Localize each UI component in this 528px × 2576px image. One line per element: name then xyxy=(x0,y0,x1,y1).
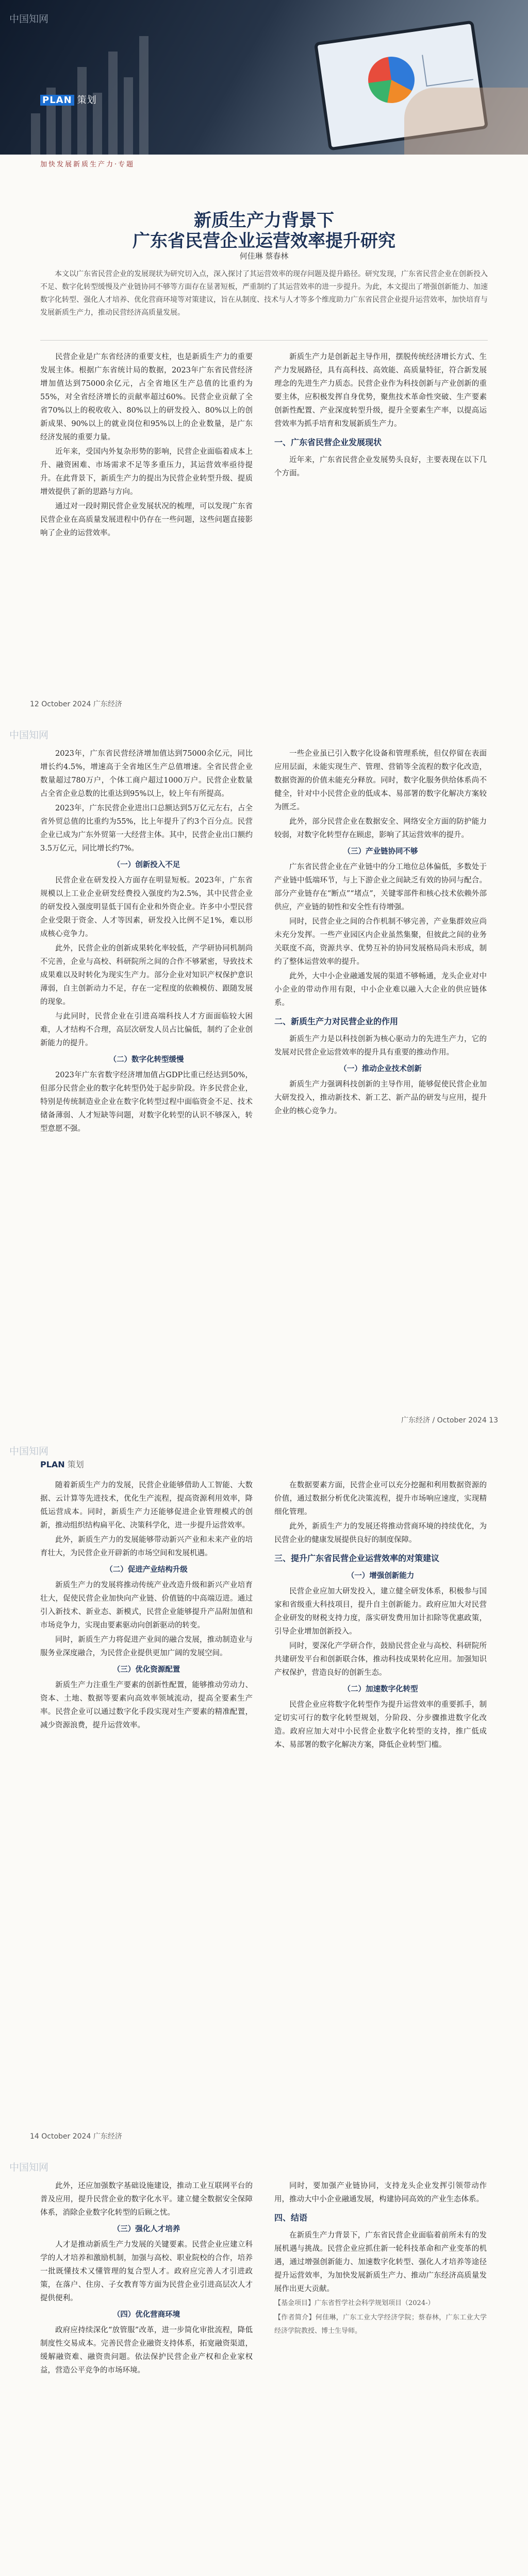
paragraph: 新质生产力注重生产要素的创新性配置，能够推动劳动力、资本、土地、数据等要素向高效率领域流动，提高全要素生产率。民营企业可以通过数字化手段实现对生产要素的精准配置，减少资源浪费，提升运营效率。 xyxy=(40,1681,253,1730)
paragraph: 同时，要加强产业链协同，支持龙头企业发挥引领带动作用，推动大中小企业融通发展，构建协同高效的产业生态体系。 xyxy=(274,2182,487,2204)
page-2 xyxy=(0,716,528,1432)
subsection-heading: （三）强化人才培养 xyxy=(112,2225,180,2233)
paragraph: 在数据要素方面，民营企业可以充分挖掘和利用数据资源的价值，通过数据分析优化决策流程，提升市场响应速度，实现精细化管理。 xyxy=(274,1481,487,1516)
p2-right-column xyxy=(274,747,487,1119)
paragraph: 民营企业是广东省经济的重要支柱，也是新质生产力的重要发展主体。根据广东省统计局的数据，2023年广东省民营经济增加值达到75000余亿元，占全省地区生产总值的比重约为55%，对全省经济增长的贡献率超过60%。民营企业贡献了全省70%以上的税收收入、80%以上的研发投入、80%以上的创新成果、90%以上的就业岗位和95%以上的企业数量，是广东经济发展的重要力量。 xyxy=(40,353,253,442)
section-heading: 四、结语 xyxy=(274,2213,308,2223)
subsection-heading: （二）促进产业结构升级 xyxy=(105,1566,188,1574)
hero-banner xyxy=(0,0,528,155)
paragraph: 此外，部分民营企业在数据安全、网络安全方面的防护能力较弱，对数字化转型存在顾虑，影响了其运营效率的提升。 xyxy=(274,818,487,839)
paragraph: 同时，要深化产学研合作，鼓励民营企业与高校、科研院所共建研发平台和创新联合体，推动科技成果转化应用。加强知识产权保护，营造良好的创新生态。 xyxy=(274,1642,487,1677)
paragraph: 此外，还应加强数字基础设施建设，推动工业互联网平台的普及应用，提升民营企业的数字化水平。建立健全数据安全保障体系，消除企业数字化转型的后顾之忧。 xyxy=(40,2182,253,2217)
paragraph: 民营企业应将数字化转型作为提升运营效率的重要抓手，制定切实可行的数字化转型规划，分阶段、分步骤推进数字化改造。政府应加大对中小民营企业数字化转型的支持，推广低成本、易部署的数字化解决方案，降低企业转型门槛。 xyxy=(274,1701,487,1749)
paragraph: 新质生产力是以科技创新为核心驱动力的先进生产力，它的发展对民营企业运营效率的提升具有重要的推动作用。 xyxy=(274,1035,487,1057)
paragraph: 新质生产力强调科技创新的主导作用，能够促使民营企业加大研发投入，推动新技术、新工艺、新产品的研发与应用，提升企业的核心竞争力。 xyxy=(274,1080,487,1115)
section-tag: PLAN 策划 xyxy=(40,93,97,106)
paragraph: 一些企业虽已引入数字化设备和管理系统，但仅停留在表面应用层面，未能实现生产、管理、营销等全流程的数字化改造，数据资源的价值未能充分释放。同时，数字化服务供给体系尚不健全，针对中小民营企业的低成本、易部署的数字化解决方案较为匮乏。 xyxy=(274,750,487,811)
paragraph: 民营企业在研发投入方面存在明显短板。2023年，广东省规模以上工业企业研发经费投入强度约为2.5%，其中民营企业的研发投入强度明显低于国有企业和外资企业。许多中小型民营企业受限于资金、人才等因素，研发投入比例不足1%，难以形成核心竞争力。 xyxy=(40,876,253,938)
page-3 xyxy=(0,1432,528,2148)
paragraph: 新质生产力是创新起主导作用，摆脱传统经济增长方式、生产力发展路径，具有高科技、高效能、高质量特征，符合新发展理念的先进生产力质态。民营企业作为科技创新与产业创新的重要主体，应积极发挥自身优势，聚焦技术革命性突破、生产要素创新性配置、产业深度转型升级，提升全要素生产率，以提高运营效率为抓手培育和发展新质生产力。 xyxy=(274,353,487,428)
section-heading: 一、广东省民营企业发展现状 xyxy=(274,437,382,447)
section-tag: PLAN 策划 xyxy=(40,1460,84,1469)
page-footer: 广东经济 / October 2024 13 xyxy=(401,1416,498,1425)
subsection-heading: （二）数字化转型缓慢 xyxy=(109,1056,184,1064)
p3-left-column xyxy=(40,1479,253,1733)
watermark: 中国知网 xyxy=(9,730,49,741)
paragraph: 2023年，广东民营企业进出口总额达到5万亿元左右，占全省外贸总值的比重约为55%，比上年提升了约3个百分点。民营企业已成为广东外贸第一大经营主体。其中，民营企业出口额约3.5万亿元，同比增长约7%。 xyxy=(40,804,253,853)
paragraph: 2023年广东省数字经济增加值占GDP比重已经达到50%，但部分民营企业的数字化转型仍处于起步阶段。许多民营企业，特别是传统制造业企业在数字化转型过程中面临资金不足、技术储备薄弱、人才短缺等问题，对数字化转型的认识不够深入，转型意愿不强。 xyxy=(40,1071,253,1133)
section-heading: 二、新质生产力对民营企业的作用 xyxy=(274,1016,399,1026)
subsection-heading: （四）优化营商环境 xyxy=(112,2311,180,2319)
paragraph: 人才是推动新质生产力发展的关键要素。民营企业应建立科学的人才培养和激励机制，加强与高校、职业院校的合作，培养一批既懂技术又懂管理的复合型人才。政府应完善人才引进政策，在落户、住房、子女教育等方面为民营企业引进高层次人才提供便利。 xyxy=(40,2241,253,2302)
paragraph: 政府应持续深化“放管服”改革，进一步简化审批流程，降低制度性交易成本。完善民营企业融资支持体系，拓宽融资渠道，缓解融资难、融资贵问题。依法保护民营企业产权和企业家权益，营造公平竞争的市场环境。 xyxy=(40,2326,253,2375)
paragraph: 新质生产力的发展将推动传统产业改造升级和新兴产业培育壮大，促使民营企业加快向产业链、价值链的中高端迈进。通过引入新技术、新业态、新模式，民营企业能够提升产品附加值和市场竞争力，实现由要素驱动向创新驱动的转变。 xyxy=(40,1581,253,1630)
paragraph: 近年来，广东省民营企业发展势头良好，主要表现在以下几个方面。 xyxy=(274,456,487,478)
paragraph: 此外，新质生产力的发展还将推动营商环境的持续优化，为民营企业的健康发展提供良好的制度保障。 xyxy=(274,1522,487,1544)
section-heading: 三、提升广东省民营企业运营效率的对策建议 xyxy=(274,1553,440,1563)
subsection-heading: （三）优化资源配置 xyxy=(112,1666,180,1674)
subsection-heading: （二）加速数字化转型 xyxy=(343,1685,418,1693)
article-title-line2: 广东省民营企业运营效率提升研究 xyxy=(133,231,395,251)
paragraph: 此外，民营企业的创新成果转化率较低，产学研协同机制尚不完善，企业与高校、科研院所之间的合作不够紧密，导致技术成果难以及时转化为现实生产力。部分企业对知识产权保护意识薄弱，自主创新动力不足，存在一定程度的依赖模仿、跟随发展的现象。 xyxy=(40,944,253,1006)
article-title-line1: 新质生产力背景下 xyxy=(194,210,334,231)
watermark: 中国知网 xyxy=(9,1446,49,1457)
subsection-heading: （一）推动企业技术创新 xyxy=(339,1065,422,1073)
subsection-heading: （一）增强创新能力 xyxy=(346,1572,415,1580)
subsection-heading: （三）产业链协同不够 xyxy=(343,848,418,856)
p3-right-column xyxy=(274,1479,487,1753)
abstract: 本文以广东省民营企业的发展现状为研究切入点，深入探讨了其运营效率的现存问题及提升路径。研究发现，广东省民营企业在创新投入不足、数字化转型缓慢及产业链协同不够等方面存在显著短板，严重制约了其运营效率的进一步提升。为此，本文提出了增强创新能力、加速数字化转型、强化人才培养、优化营商环境等对策建议，旨在从制度、技术与人才等多个维度助力广东省民营企业提升运营效率，加快培育与发展新质生产力，推动民营经济高质量发展。 xyxy=(40,270,488,317)
watermark: 中国知网 xyxy=(9,13,49,25)
paragraph: 同时，民营企业之间的合作机制不够完善，产业集群效应尚未充分发挥。一些产业园区内企业虽然集聚，但彼此之间的业务关联度不高，资源共享、优势互补的协同发展格局尚未形成，制约了整体运营效率的提升。 xyxy=(274,918,487,966)
watermark: 中国知网 xyxy=(9,2162,49,2173)
paragraph: 此外，大中小企业融通发展的渠道不够畅通，龙头企业对中小企业的带动作用有限，中小企业难以融入大企业的供应链体系。 xyxy=(274,972,487,1007)
p1-right-column xyxy=(274,350,487,481)
line-chart-icon xyxy=(422,48,473,87)
page-1 xyxy=(0,0,528,716)
fund-note: 【基金项目】广东省哲学社会科学规划项目（2024-） xyxy=(274,2299,435,2307)
page-footer: 12 October 2024 广东经济 xyxy=(30,700,122,708)
p4-right-column xyxy=(274,2179,487,2339)
paragraph: 随着新质生产力的发展，民营企业能够借助人工智能、大数据、云计算等先进技术，优化生产流程，提高资源利用效率，降低运营成本。同时，新质生产力还能够促进企业管理模式的创新，推动组织结构扁平化、决策科学化，进一步提升运营效率。 xyxy=(40,1481,253,1530)
p2-left-column xyxy=(40,747,253,1137)
paragraph: 通过对一段时期民营企业发展状况的梳理，可以发现广东省民营企业在高质量发展进程中仍存在一些问题，这些问题直接影响了企业的运营效率。 xyxy=(40,502,253,537)
p1-left-column xyxy=(40,350,253,541)
paragraph: 同时，新质生产力将促进产业间的融合发展，推动制造业与服务业深度融合，为民营企业提供更加广阔的发展空间。 xyxy=(40,1636,253,1657)
paragraph: 2023年，广东省民营经济增加值达到75000余亿元，同比增长约4.5%，增速高于全省地区生产总值增速。全省民营企业数量超过780万户，个体工商户超过1000万户。民营企业数量占全省企业总数的比重达到95%以上，较上年有所提高。 xyxy=(40,750,253,798)
paragraph: 广东省民营企业在产业链中的分工地位总体偏低，多数处于产业链中低端环节，与上下游企业之间缺乏有效的协同与配合。部分产业链存在“断点”“堵点”，关键零部件和核心技术依赖外部供应，产业链的韧性和安全性有待增强。 xyxy=(274,863,487,911)
paragraph: 近年来，受国内外复杂形势的影响，民营企业面临着成本上升、融资困难、市场需求不足等多重压力，其运营效率亟待提升。在此背景下，新质生产力的提出为民营企业转型升级、提质增效提供了新的思路与方向。 xyxy=(40,448,253,496)
author-note: 【作者简介】何佳琳，广东工业大学经济学院；蔡春林，广东工业大学经济学院教授、博士生导师。 xyxy=(274,2314,487,2335)
paragraph: 民营企业应加大研发投入，建立健全研发体系，积极参与国家和省级重大科技项目，提升自主创新能力。政府应加大对民营企业研发的财税支持力度，落实研发费用加计扣除等优惠政策，引导企业增加创新投入。 xyxy=(274,1587,487,1636)
p4-left-column xyxy=(40,2179,253,2378)
page-4 xyxy=(0,2148,528,2576)
subsection-heading: （一）创新投入不足 xyxy=(112,861,180,869)
page-footer: 14 October 2024 广东经济 xyxy=(30,2132,122,2141)
paragraph: 与此同时，民营企业在引进高端科技人才方面面临较大困难，人才结构不合理，高层次研发人员占比偏低，制约了企业创新能力的提升。 xyxy=(40,1012,253,1047)
authors: 何佳琳 蔡春林 xyxy=(239,251,289,261)
paragraph: 此外，新质生产力的发展能够带动新兴产业和未来产业的培育壮大，为民营企业开辟新的市场空间和发展机遇。 xyxy=(40,1536,253,1557)
hand-image xyxy=(404,88,528,155)
sub-banner: 加快发展新质生产力·专题 xyxy=(40,161,135,168)
paragraph: 在新质生产力背景下，广东省民营企业面临着前所未有的发展机遇与挑战。民营企业应抓住新一轮科技革命和产业变革的机遇，通过增强创新能力、加速数字化转型、强化人才培养等途径提升运营效率，为加快发展新质生产力、推动广东经济高质量发展作出更大贡献。 xyxy=(274,2231,487,2293)
